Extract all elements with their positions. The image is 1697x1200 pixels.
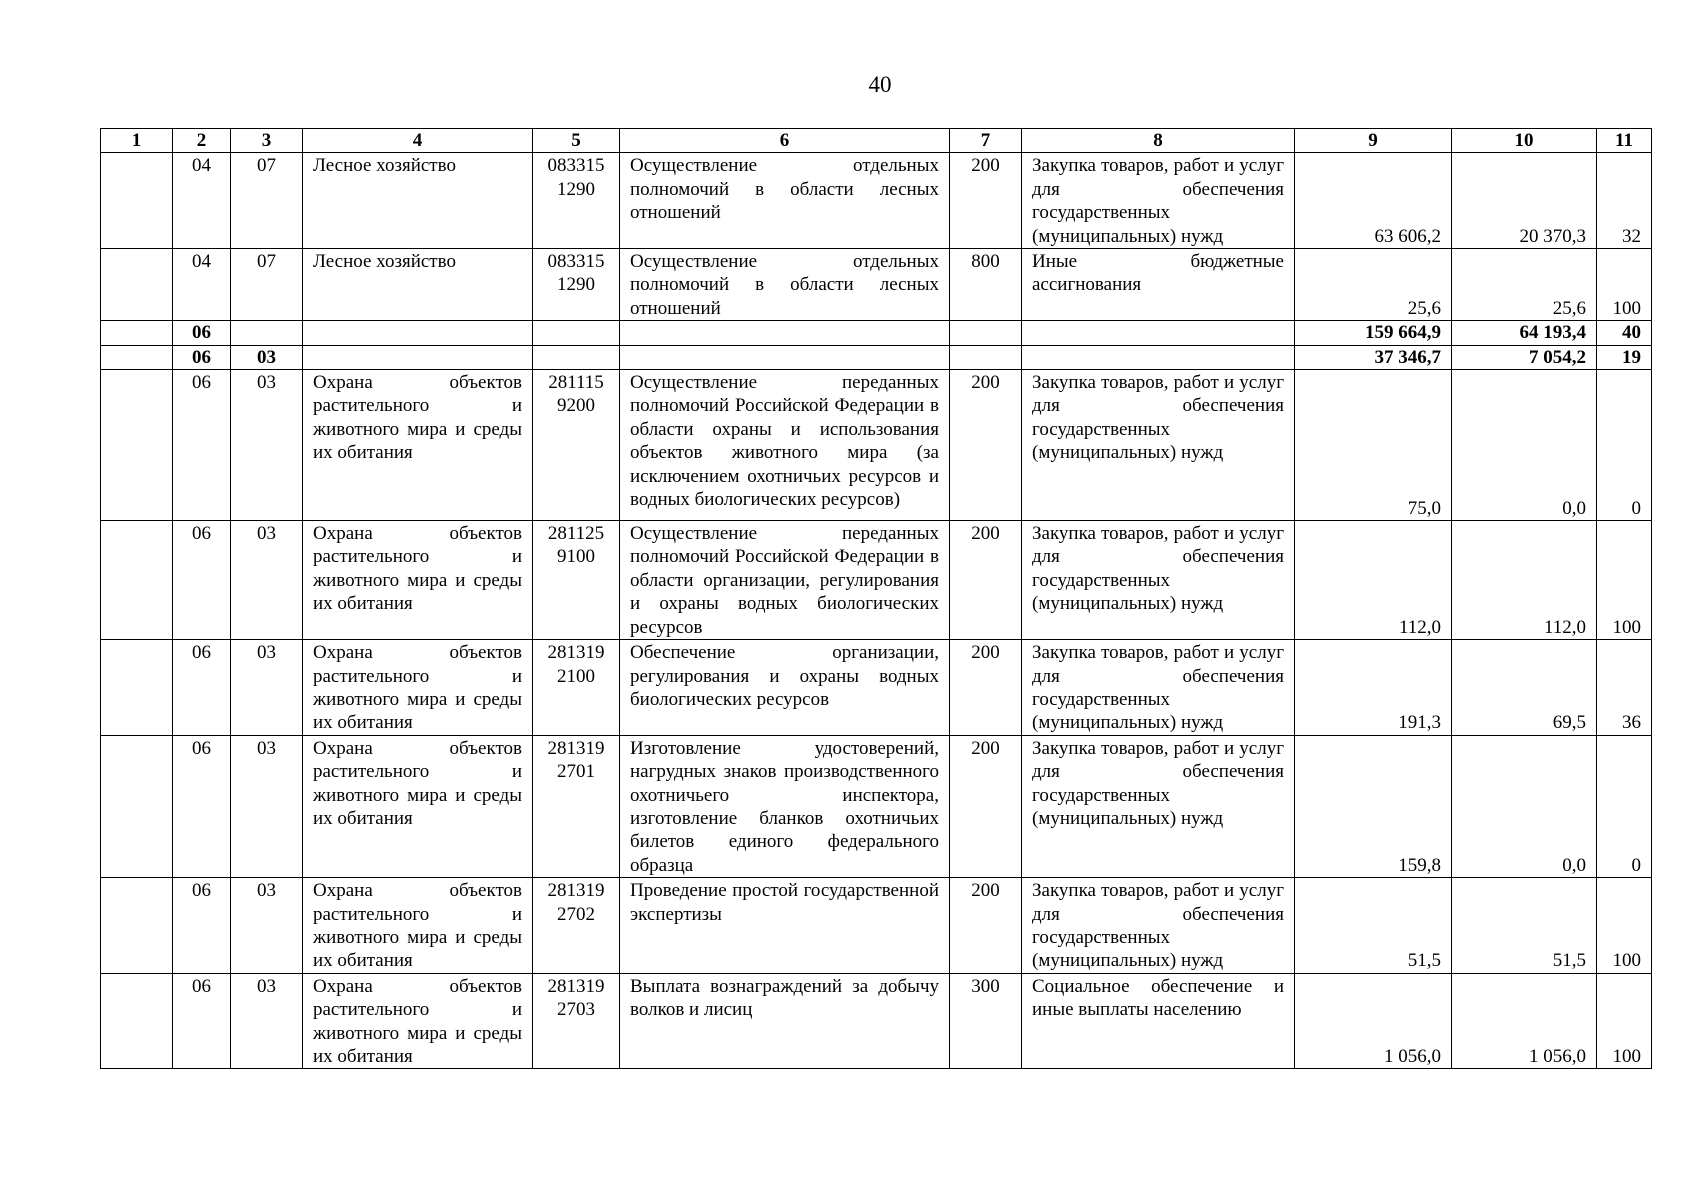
cell-c9: 1 056,0 <box>1295 973 1452 1069</box>
cell-c9: 159 664,9 <box>1295 321 1452 345</box>
cell-c6: Проведение простой государственной экспертизы <box>620 878 950 974</box>
header-cell: 8 <box>1022 129 1295 153</box>
cell-c9: 25,6 <box>1295 249 1452 321</box>
cell-c3 <box>231 321 303 345</box>
cell-c11: 32 <box>1597 153 1652 249</box>
cell-c8: Закупка товаров, работ и услуг для обеспечения государственных (муниципальных) нужд <box>1022 735 1295 877</box>
cell-c9: 63 606,2 <box>1295 153 1452 249</box>
cell-c7: 200 <box>950 640 1022 736</box>
cell-c10: 0,0 <box>1452 370 1597 521</box>
cell-c2: 06 <box>173 878 231 974</box>
cell-c3: 03 <box>231 345 303 369</box>
cell-c1 <box>101 153 173 249</box>
cell-c7 <box>950 345 1022 369</box>
header-row <box>101 129 1652 153</box>
cell-c10: 1 056,0 <box>1452 973 1597 1069</box>
cell-c10: 0,0 <box>1452 735 1597 877</box>
cell-c6: Изготовление удостоверений, нагрудных знаков производственного охотничьего инспектора, изготовление бланков охотничьих билетов единого федерального образца <box>620 735 950 877</box>
cell-c6 <box>620 321 950 345</box>
cell-c3: 03 <box>231 370 303 521</box>
cell-c2: 06 <box>173 735 231 877</box>
cell-c3: 07 <box>231 249 303 321</box>
cell-c3: 03 <box>231 640 303 736</box>
cell-c8 <box>1022 321 1295 345</box>
budget-table <box>100 128 1652 1069</box>
cell-c9: 112,0 <box>1295 521 1452 640</box>
table-row <box>101 640 1652 736</box>
cell-c8: Закупка товаров, работ и услуг для обеспечения государственных (муниципальных) нужд <box>1022 640 1295 736</box>
cell-c8 <box>1022 345 1295 369</box>
cell-c4: Охрана объектов растительного и животного мира и среды их обитания <box>303 370 533 521</box>
cell-c10: 7 054,2 <box>1452 345 1597 369</box>
cell-c7 <box>950 321 1022 345</box>
cell-c2: 04 <box>173 153 231 249</box>
cell-c6: Выплата вознаграждений за добычу волков и лисиц <box>620 973 950 1069</box>
cell-c11: 100 <box>1597 973 1652 1069</box>
cell-c3: 03 <box>231 521 303 640</box>
cell-c2: 06 <box>173 640 231 736</box>
cell-c1 <box>101 370 173 521</box>
cell-c4: Охрана объектов растительного и животного мира и среды их обитания <box>303 973 533 1069</box>
header-cell: 10 <box>1452 129 1597 153</box>
cell-c11: 100 <box>1597 878 1652 974</box>
cell-c7: 200 <box>950 735 1022 877</box>
header-cell: 6 <box>620 129 950 153</box>
cell-c4: Охрана объектов растительного и животного мира и среды их обитания <box>303 640 533 736</box>
cell-c4: Лесное хозяйство <box>303 249 533 321</box>
header-cell: 9 <box>1295 129 1452 153</box>
header-cell: 2 <box>173 129 231 153</box>
cell-c8: Закупка товаров, работ и услуг для обеспечения государственных (муниципальных) нужд <box>1022 370 1295 521</box>
cell-c2: 06 <box>173 370 231 521</box>
table-row <box>101 370 1652 521</box>
cell-c5: 083315 1290 <box>533 153 620 249</box>
header-cell: 1 <box>101 129 173 153</box>
cell-c7: 200 <box>950 370 1022 521</box>
table-row <box>101 521 1652 640</box>
cell-c10: 112,0 <box>1452 521 1597 640</box>
header-cell: 5 <box>533 129 620 153</box>
cell-c3: 03 <box>231 735 303 877</box>
table-row <box>101 735 1652 877</box>
cell-c11: 100 <box>1597 249 1652 321</box>
table-row <box>101 249 1652 321</box>
table-row <box>101 878 1652 974</box>
cell-c4: Охрана объектов растительного и животного мира и среды их обитания <box>303 521 533 640</box>
cell-c5 <box>533 345 620 369</box>
cell-c5: 281125 9100 <box>533 521 620 640</box>
cell-c4 <box>303 345 533 369</box>
table-row <box>101 973 1652 1069</box>
cell-c5: 281319 2702 <box>533 878 620 974</box>
cell-c6 <box>620 345 950 369</box>
cell-c1 <box>101 640 173 736</box>
cell-c6: Осуществление отдельных полномочий в области лесных отношений <box>620 249 950 321</box>
cell-c7: 300 <box>950 973 1022 1069</box>
cell-c9: 37 346,7 <box>1295 345 1452 369</box>
cell-c1 <box>101 345 173 369</box>
header-cell: 11 <box>1597 129 1652 153</box>
cell-c2: 06 <box>173 345 231 369</box>
cell-c5: 281115 9200 <box>533 370 620 521</box>
cell-c3: 03 <box>231 973 303 1069</box>
cell-c1 <box>101 321 173 345</box>
cell-c10: 64 193,4 <box>1452 321 1597 345</box>
cell-c8: Иные бюджетные ассигнования <box>1022 249 1295 321</box>
cell-c2: 06 <box>173 521 231 640</box>
cell-c9: 159,8 <box>1295 735 1452 877</box>
header-cell: 3 <box>231 129 303 153</box>
cell-c2: 06 <box>173 973 231 1069</box>
cell-c11: 36 <box>1597 640 1652 736</box>
cell-c5 <box>533 321 620 345</box>
cell-c10: 51,5 <box>1452 878 1597 974</box>
cell-c9: 191,3 <box>1295 640 1452 736</box>
cell-c2: 06 <box>173 321 231 345</box>
page-number: 40 <box>868 72 892 97</box>
cell-c10: 25,6 <box>1452 249 1597 321</box>
header-cell: 4 <box>303 129 533 153</box>
cell-c6: Осуществление переданных полномочий Российской Федерации в области охраны и использования объектов животного мира (за исключением охотничьих ресурсов и водных биологических ресурсов) <box>620 370 950 521</box>
cell-c8: Закупка товаров, работ и услуг для обеспечения государственных (муниципальных) нужд <box>1022 153 1295 249</box>
cell-c10: 20 370,3 <box>1452 153 1597 249</box>
cell-c7: 200 <box>950 878 1022 974</box>
cell-c11: 0 <box>1597 370 1652 521</box>
cell-c2: 04 <box>173 249 231 321</box>
cell-c7: 200 <box>950 521 1022 640</box>
cell-c11: 19 <box>1597 345 1652 369</box>
cell-c5: 083315 1290 <box>533 249 620 321</box>
table-row <box>101 153 1652 249</box>
cell-c11: 40 <box>1597 321 1652 345</box>
cell-c4: Лесное хозяйство <box>303 153 533 249</box>
cell-c6: Осуществление переданных полномочий Российской Федерации в области организации, регулирования и охраны водных биологических ресурсов <box>620 521 950 640</box>
cell-c9: 75,0 <box>1295 370 1452 521</box>
cell-c8: Закупка товаров, работ и услуг для обеспечения государственных (муниципальных) нужд <box>1022 521 1295 640</box>
cell-c7: 800 <box>950 249 1022 321</box>
header-cell: 7 <box>950 129 1022 153</box>
cell-c1 <box>101 735 173 877</box>
cell-c11: 100 <box>1597 521 1652 640</box>
cell-c1 <box>101 973 173 1069</box>
cell-c1 <box>101 878 173 974</box>
cell-c1 <box>101 521 173 640</box>
cell-c8: Закупка товаров, работ и услуг для обеспечения государственных (муниципальных) нужд <box>1022 878 1295 974</box>
cell-c7: 200 <box>950 153 1022 249</box>
cell-c9: 51,5 <box>1295 878 1452 974</box>
cell-c4: Охрана объектов растительного и животного мира и среды их обитания <box>303 878 533 974</box>
cell-c1 <box>101 249 173 321</box>
cell-c4: Охрана объектов растительного и животного мира и среды их обитания <box>303 735 533 877</box>
cell-c5: 281319 2100 <box>533 640 620 736</box>
cell-c3: 03 <box>231 878 303 974</box>
cell-c3: 07 <box>231 153 303 249</box>
cell-c6: Осуществление отдельных полномочий в области лесных отношений <box>620 153 950 249</box>
cell-c11: 0 <box>1597 735 1652 877</box>
cell-c4 <box>303 321 533 345</box>
cell-c5: 281319 2701 <box>533 735 620 877</box>
subtotal-row <box>101 345 1652 369</box>
cell-c8: Социальное обеспечение и иные выплаты населению <box>1022 973 1295 1069</box>
subtotal-row <box>101 321 1652 345</box>
cell-c10: 69,5 <box>1452 640 1597 736</box>
cell-c6: Обеспечение организации, регулирования и охраны водных биологических ресурсов <box>620 640 950 736</box>
cell-c5: 281319 2703 <box>533 973 620 1069</box>
